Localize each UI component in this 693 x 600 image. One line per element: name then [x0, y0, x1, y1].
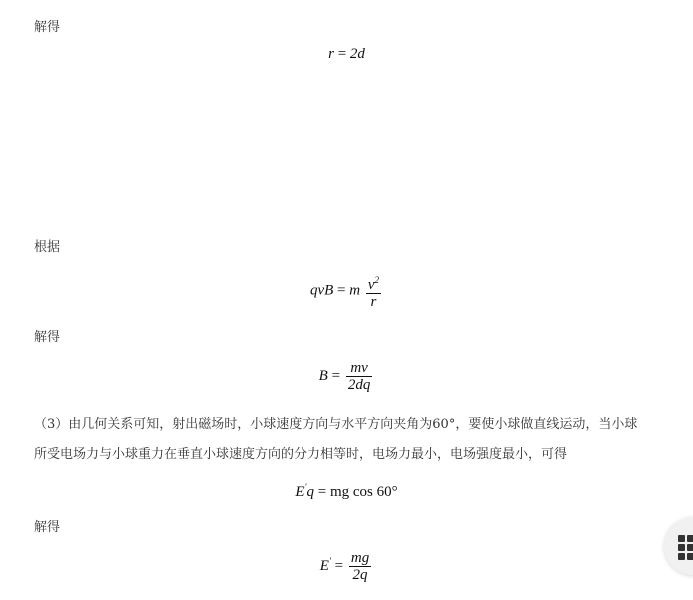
eq3-numerator: mv [350, 360, 368, 376]
eq2-lhs: qvB [309, 282, 334, 299]
paragraph-line-2: 所受电场力与小球重力在垂直小球速度方向的分力相等时，电场力最小，电场强度最小，可得 [34, 447, 568, 462]
equation-electric-force [0, 482, 693, 501]
equation-lorentz [0, 272, 693, 310]
eq2-coef: m [349, 282, 361, 299]
label-jiede-1: 解得 [34, 20, 61, 35]
eq1-rhs: 2d [349, 46, 365, 62]
eq2-fraction [366, 272, 381, 310]
eq3-op: = [331, 367, 341, 384]
eq4-rhs: mg cos 60° [329, 484, 398, 500]
paragraph-line-1: （3）由几何关系可知，射出磁场时，小球速度方向与水平方向夹角为60°，要使小球做直线运动，当小球 [34, 417, 638, 432]
eq4-op: = [317, 484, 327, 500]
eq1-op: = [337, 46, 347, 62]
equation-b [0, 360, 693, 393]
eq2-numerator: $v^2$ [367, 275, 380, 293]
label-jiede-3: 解得 [34, 520, 61, 535]
eq5-op: = [334, 557, 344, 574]
eq5-lhs: E' [319, 555, 331, 574]
eq3-lhs: B [318, 367, 328, 384]
eq5-fraction [349, 550, 371, 583]
label-jiede-2: 解得 [34, 330, 61, 345]
label-genju: 根据 [34, 240, 61, 255]
eq1-lhs: r [328, 46, 334, 62]
eq3-fraction [346, 360, 373, 393]
equation-r [0, 46, 693, 63]
eq3-denominator: 2dq [347, 377, 371, 393]
eq2-op: = [337, 282, 346, 299]
eq2-denominator: r [366, 293, 381, 310]
eq5-numerator: mg [350, 550, 370, 566]
equation-e-prime [0, 550, 693, 583]
grid-menu-icon [678, 535, 693, 559]
eq4-lhs: E'q [295, 482, 314, 500]
eq5-denominator: 2q [349, 566, 371, 583]
paragraph-part3 [34, 410, 664, 470]
